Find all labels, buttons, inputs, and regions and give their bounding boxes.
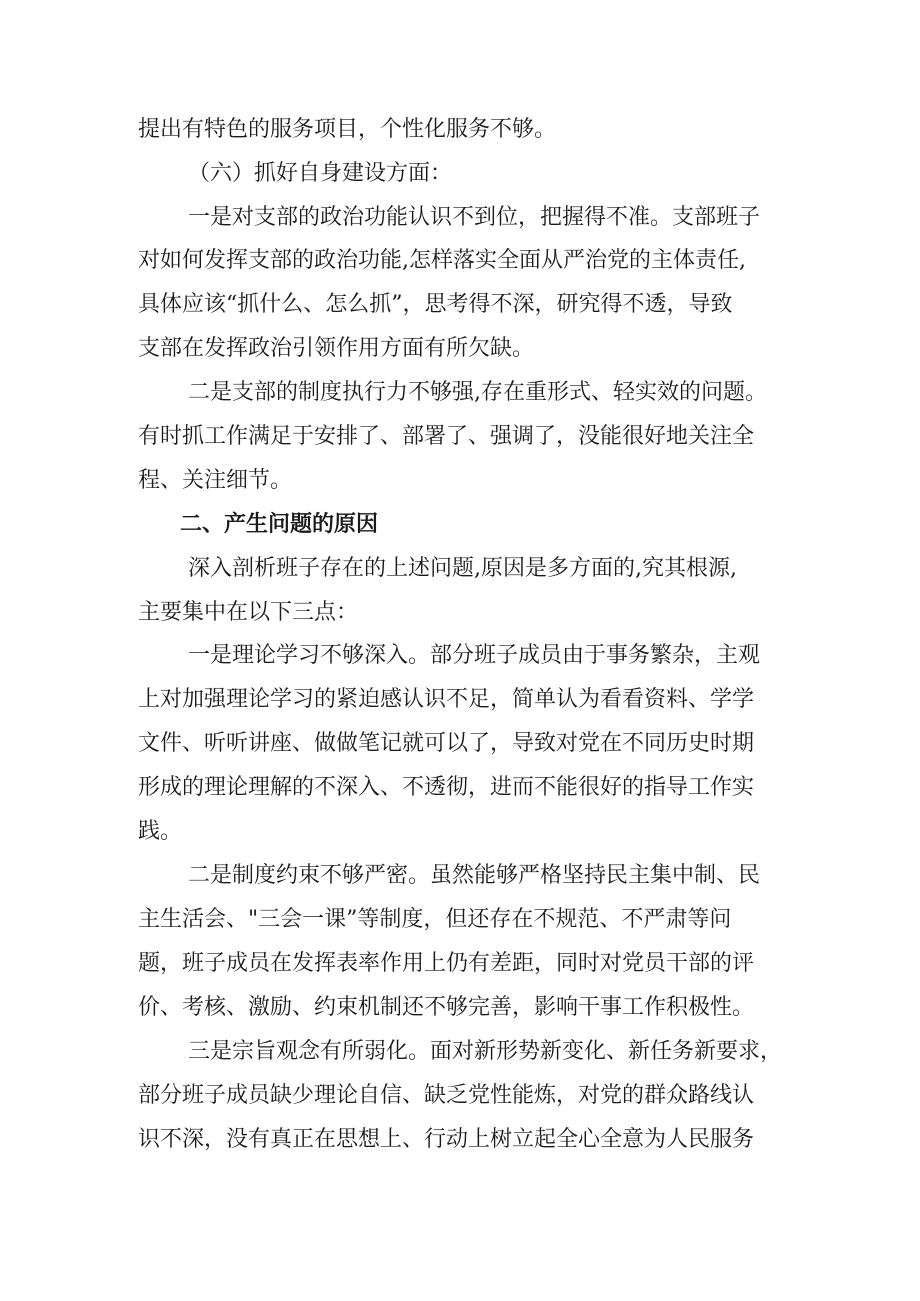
text-line <box>0 682 920 718</box>
text-line <box>0 375 920 411</box>
line-text: 程、关注细节。 <box>138 468 293 493</box>
line-text: 价、考核、激励、约束机制还不够完善，影响干事工作积极性。 <box>138 995 755 1020</box>
line-text: 二是支部的制度执行力不够强,存在重形式、轻实效的问题。 <box>188 380 767 405</box>
text-line <box>0 902 920 938</box>
line-text: （六）抓好自身建设方面： <box>188 161 453 186</box>
heading-text: 二、产生问题的原因 <box>180 512 379 537</box>
line-text: 主要集中在以下三点： <box>138 600 359 625</box>
section-heading <box>0 507 920 543</box>
text-line <box>0 1078 920 1114</box>
line-text: 三是宗旨观念有所弱化。面对新形势新变化、新任务新要求， <box>188 1039 783 1064</box>
line-text: 二是制度约束不够严密。虽然能够严格坚持民主集中制、民 <box>188 863 761 888</box>
text-line <box>0 946 920 982</box>
text-line <box>0 287 920 323</box>
text-line <box>0 331 920 367</box>
text-line <box>0 595 920 631</box>
text-line <box>0 770 920 806</box>
line-text: 主生活会、"三会一课”等制度，但还存在不规范、不严肃等问 <box>138 907 732 932</box>
line-text: 有时抓工作满足于安排了、部署了、强调了，没能很好地关注全 <box>138 424 755 449</box>
text-line <box>0 858 920 894</box>
text-line <box>0 814 920 850</box>
text-line <box>0 551 920 587</box>
line-text: 深入剖析班子存在的上述问题,原因是多方面的,究其根源, <box>188 556 737 581</box>
line-text: 对如何发挥支部的政治功能,怎样落实全面从严治党的主体责任, <box>138 248 746 273</box>
line-text: 提出有特色的服务项目，个性化服务不够。 <box>138 117 557 142</box>
text-line <box>0 463 920 499</box>
text-line <box>0 200 920 236</box>
text-line <box>0 638 920 674</box>
line-text: 题，班子成员在发挥表率作用上仍有差距，同时对党员干部的评 <box>138 951 755 976</box>
line-text: 一是对支部的政治功能认识不到位，把握得不准。支部班子 <box>188 205 761 230</box>
text-line <box>0 112 920 148</box>
line-text: 形成的理论理解的不深入、不透彻，进而不能很好的指导工作实 <box>138 775 755 800</box>
line-text: 一是理论学习不够深入。部分班子成员由于事务繁杂，主观 <box>188 643 761 668</box>
text-line <box>0 243 920 279</box>
text-line <box>0 990 920 1026</box>
line-text: 支部在发挥政治引领作用方面有所欠缺。 <box>138 336 535 361</box>
text-line <box>0 726 920 762</box>
text-line <box>0 419 920 455</box>
text-line <box>0 1122 920 1158</box>
line-text: 具体应该“抓什么、怎么抓”，思考得不深，研究得不透，导致 <box>138 292 733 317</box>
text-line <box>0 1034 920 1070</box>
line-text: 践。 <box>138 819 183 844</box>
line-text: 部分班子成员缺少理论自信、缺乏党性能炼，对党的群众路线认 <box>138 1083 755 1108</box>
section-subheading <box>0 156 920 192</box>
line-text: 识不深，没有真正在思想上、行动上树立起全心全意为人民服务 <box>138 1127 755 1152</box>
line-text: 上对加强理论学习的紧迫感认识不足，简单认为看看资料、学学 <box>138 687 755 712</box>
line-text: 文件、听听讲座、做做笔记就可以了，导致对党在不同历史时期 <box>138 731 755 756</box>
